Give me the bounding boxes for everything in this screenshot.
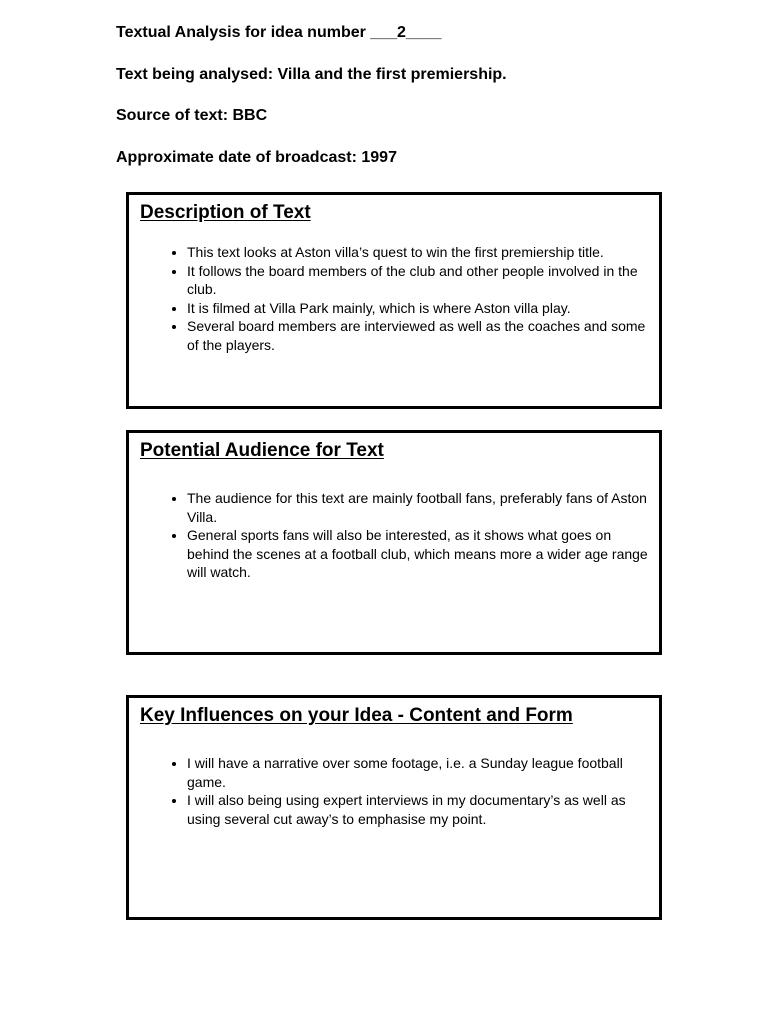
- audience-title: Potential Audience for Text: [140, 440, 384, 461]
- influences-box: [126, 695, 662, 920]
- list-item: • It follows the board members of the club and other people involved in the club.: [187, 262, 651, 299]
- audience-box: [126, 430, 662, 655]
- description-title: Description of Text: [140, 202, 311, 223]
- influences-title: Key Influences on your Idea - Content and Form: [140, 705, 573, 726]
- list-item: • General sports fans will also be interested, as it shows what goes on behind the scenes at a football club, which means more a wider age range will watch.: [187, 526, 651, 582]
- list-item: • I will have a narrative over some footage, i.e. a Sunday league football game.: [187, 754, 651, 791]
- text-analysed-line: Text being analysed: Villa and the first premiership.: [116, 66, 507, 83]
- list-item: • Several board members are interviewed as well as the coaches and some of the players.: [187, 317, 651, 354]
- description-list: [129, 243, 651, 354]
- idea-number-line: Textual Analysis for idea number ___2____: [116, 24, 442, 41]
- list-item: • It is filmed at Villa Park mainly, which is where Aston villa play.: [187, 299, 651, 318]
- influences-list: [129, 754, 651, 828]
- list-item: • This text looks at Aston villa’s quest to win the first premiership title.: [187, 243, 651, 262]
- audience-list: [129, 489, 651, 582]
- list-item: • I will also being using expert interviews in my documentary’s as well as using several cut away’s to emphasise my point.: [187, 791, 651, 828]
- source-line: Source of text: BBC: [116, 107, 268, 124]
- list-item: • The audience for this text are mainly football fans, preferably fans of Aston Villa.: [187, 489, 651, 526]
- description-box: [126, 192, 662, 409]
- broadcast-date-line: Approximate date of broadcast: 1997: [116, 149, 397, 166]
